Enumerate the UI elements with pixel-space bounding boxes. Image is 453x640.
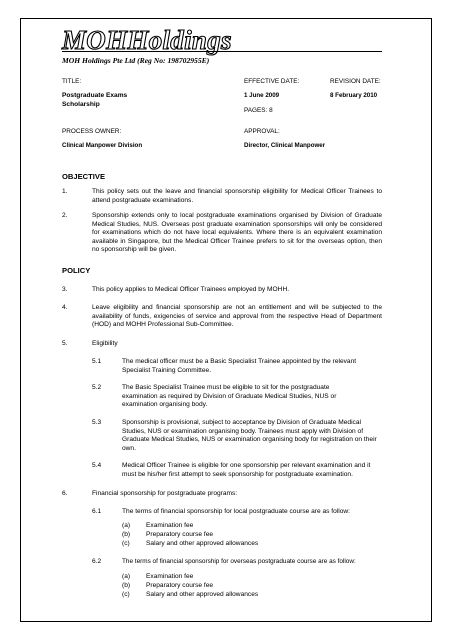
list-item-text: Examination fee [146, 522, 194, 529]
list-letter: (a) [122, 522, 131, 529]
approval-label: APPROVAL: [244, 128, 280, 135]
objective-item-2: Sponsorship extends only to local postgraduate examinations organised by Division of Graduate Medical Studies, NUS. Overseas post graduate examination sponsorships will only be considered for examinations which do not have local equivalents. Where there is an equivalent examination available in Singapore, but the Medical Officer Trainee prefers to sit for the overseas option, then no sponsorship will be given. [92, 212, 382, 253]
sponsorship-item-6-2: The terms of financial sponsorship for overseas postgraduate course are as follow: [122, 558, 356, 565]
effective-date-value: 1 June 2009 [244, 92, 280, 99]
eligibility-item-5-4: Medical Officer Trainee is eligible for one sponsorship per relevant examination and it must be his/her first attempt to seek sponsorship for postgraduate examination. [122, 462, 371, 478]
sub-item-number: 5.3 [92, 419, 102, 426]
list-letter: (a) [122, 573, 131, 580]
item-number: 4. [62, 304, 68, 311]
item-number: 5. [62, 340, 68, 347]
sub-item-number: 5.1 [92, 358, 102, 365]
list-item-text: Salary and other approved allowances [146, 591, 259, 598]
sub-item-number: 6.1 [92, 508, 102, 515]
sub-item-number: 5.2 [92, 384, 102, 391]
eligibility-item-5-2: The Basic Specialist Trainee must be eligible to sit for the postgraduate examination as required by Division of Graduate Medical Studies, NUS or examination organising body. [122, 384, 337, 408]
sub-item-number: 6.2 [92, 558, 102, 565]
approval-value: Director, Clinical Manpower [244, 142, 326, 149]
list-letter: (c) [122, 591, 130, 598]
process-owner-value: Clinical Manpower Division [62, 142, 143, 149]
company-registration: MOH Holdings Pte Ltd (Reg No: 198702955E) [62, 56, 210, 65]
item-number: 2. [62, 212, 68, 219]
pages-count: PAGES: 8 [244, 107, 273, 114]
logo-underline [62, 51, 382, 52]
title-value-line1: Postgraduate Exams [62, 92, 128, 99]
list-item-text: Preparatory course fee [146, 582, 214, 589]
eligibility-item-5-1: The medical officer must be a Basic Specialist Trainee appointed by the relevant Specialist Training Committee. [122, 358, 357, 374]
policy-item-3: This policy applies to Medical Officer Trainees employed by MOHH. [92, 286, 290, 293]
sponsorship-item-6-1: The terms of financial sponsorship for local postgraduate course are as follow: [122, 508, 350, 515]
item-number: 1. [62, 188, 68, 195]
process-owner-label: PROCESS OWNER: [62, 128, 122, 135]
item-number: 6. [62, 490, 68, 497]
policy-heading: POLICY [62, 266, 91, 275]
list-item-text: Examination fee [146, 573, 194, 580]
eligibility-item-5-3: Sponsorship is provisional, subject to acceptance by Division of Graduate Medical Studies, NUS or examination organising body. Trainees must apply with Division of Graduate Medical Studies, NUS or examination organising body for registration on their own. [122, 419, 377, 452]
policy-item-5: Eligibility [92, 340, 118, 347]
list-item-text: Salary and other approved allowances [146, 540, 259, 547]
policy-item-6: Financial sponsorship for postgraduate programs: [92, 490, 238, 497]
policy-item-4: Leave eligibility and financial sponsorship are not an entitlement and will be subjected to the availability of funds, exigencies of service and approval from the respective Head of Department (HOD) and MOHH Professional Sub-Committee. [92, 304, 382, 328]
revision-date-label: REVISION DATE: [330, 78, 381, 85]
list-letter: (b) [122, 531, 131, 538]
objective-heading: OBJECTIVE [62, 172, 106, 181]
list-item-text: Preparatory course fee [146, 531, 214, 538]
company-logo: MOHHoldings [62, 25, 232, 55]
list-letter: (b) [122, 582, 131, 589]
item-number: 3. [62, 286, 68, 293]
title-label: TITLE: [62, 78, 82, 85]
effective-date-label: EFFECTIVE DATE: [244, 78, 300, 85]
revision-date-value: 8 February 2010 [330, 92, 378, 99]
list-letter: (c) [122, 540, 130, 547]
title-value-line2: Scholarship [62, 101, 100, 108]
objective-item-1: This policy sets out the leave and financial sponsorship eligibility for Medical Officer Trainees to attend postgraduate examinations. [92, 188, 382, 204]
sub-item-number: 5.4 [92, 462, 102, 469]
